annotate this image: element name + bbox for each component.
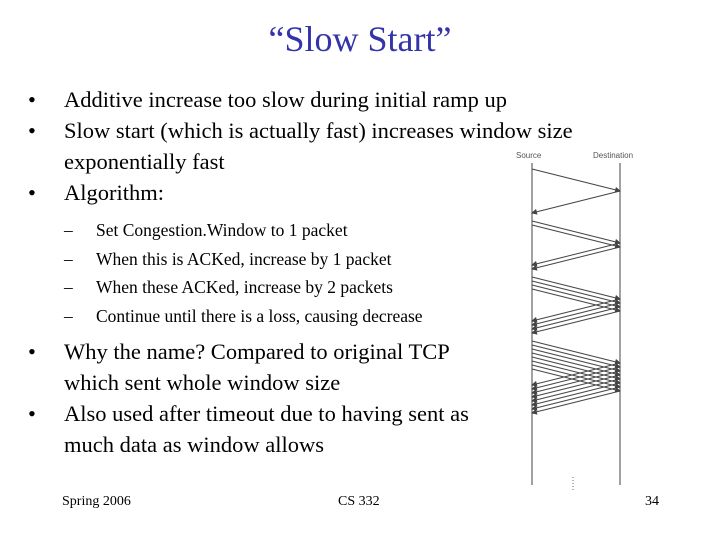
sub-bullet-text: Continue until there is a loss, causing decrease — [96, 305, 423, 326]
bullet-marker: • — [28, 87, 36, 112]
sub-bullet-text: When these ACKed, increase by 2 packets — [96, 277, 393, 297]
sub-bullet-marker: – — [64, 277, 73, 297]
footer-page-number: 34 — [645, 494, 659, 509]
bullet-marker: • — [28, 180, 36, 205]
bullet-marker: • — [28, 339, 36, 364]
ack-arrow — [532, 243, 620, 265]
destination-label: Destination — [593, 151, 634, 160]
bullet-marker: • — [28, 401, 36, 426]
ack-arrow — [532, 191, 620, 213]
bullet-text: Algorithm: — [64, 180, 164, 205]
bullet-item — [28, 398, 524, 460]
bullet-text: Also used after timeout due to having sent as much data as window allows — [64, 401, 469, 457]
sub-bullet-marker: – — [64, 220, 73, 240]
sub-bullet-marker: – — [64, 248, 73, 269]
bullet-item — [28, 84, 648, 115]
footer-course: CS 332 — [338, 494, 380, 509]
packet-arrows — [532, 169, 620, 413]
data-packet-arrow — [532, 225, 620, 247]
data-packet-arrow — [532, 221, 620, 243]
source-label: Source — [516, 151, 542, 160]
data-packet-arrow — [532, 169, 620, 191]
bullet-text: Why the name? Compared to original TCP which sent whole window size — [64, 339, 449, 395]
bullet-marker: • — [28, 118, 36, 143]
bullet-text: Additive increase too slow during initial ramp up — [64, 87, 508, 112]
sub-bullet-text: Set Congestion.Window to 1 packet — [96, 220, 348, 240]
ack-arrow — [532, 247, 620, 269]
sub-bullet-text: When this is ACKed, increase by 1 packet — [96, 248, 392, 269]
bullet-text: Slow start (which is actually fast) increases window size exponentially fast — [64, 118, 573, 174]
sub-bullet-marker: – — [64, 305, 73, 326]
bullet-item — [28, 336, 484, 398]
slide-title: “Slow Start” — [268, 19, 452, 59]
footer-date: Spring 2006 — [62, 494, 131, 509]
slow-start-timing-diagram — [512, 147, 642, 497]
